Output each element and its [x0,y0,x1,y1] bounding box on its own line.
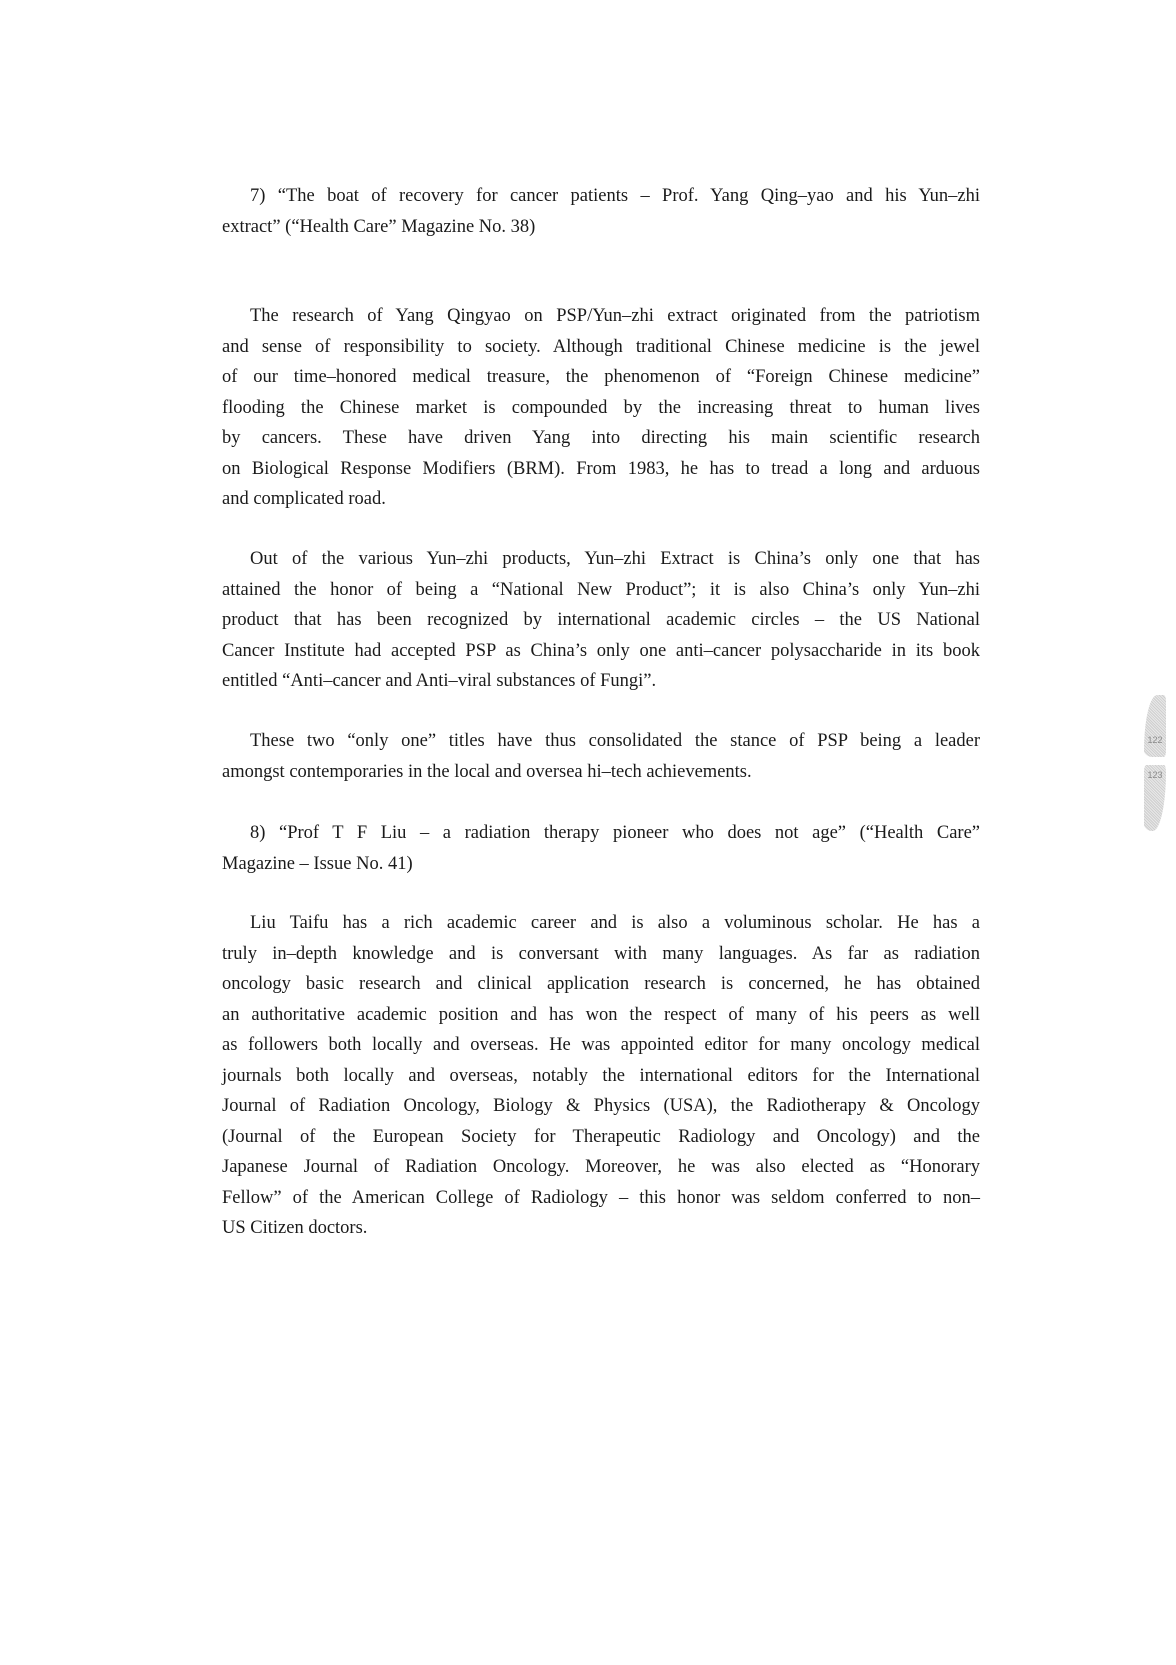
text-line: Cancer Institute had accepted PSP as China’s only one anti–cancer polysaccharide in its book [222,640,980,661]
text-line: truly in–depth knowledge and is conversant with many languages. As far as radiation [222,943,980,964]
text-line: an authoritative academic position and has won the respect of many of his peers as well [222,1004,980,1025]
page-edge-tabs [1138,695,1166,835]
text-line: Out of the various Yun–zhi products, Yun–zhi Extract is China’s only one that has [250,549,980,569]
text-line: 7) “The boat of recovery for cancer patients – Prof. Yang Qing–yao and his Yun–zhi [250,186,980,206]
text-line: by cancers. These have driven Yang into directing his main scientific research [222,428,980,448]
text-line: oncology basic research and clinical application research is concerned, he has obtained [222,974,980,994]
text-line: journals both locally and overseas, notably the international editors for the International [222,1065,980,1086]
page-tab-marker: 122 [1144,695,1166,757]
text-line: and complicated road. [222,489,386,509]
text-line: entitled “Anti–cancer and Anti–viral substances of Fungi”. [222,671,657,691]
text-line: US Citizen doctors. [222,1218,368,1238]
text-line: amongst contemporaries in the local and oversea hi–tech achievements. [222,761,752,782]
text-line: as followers both locally and overseas. He was appointed editor for many oncology medical [222,1035,980,1055]
text-line: The research of Yang Qingyao on PSP/Yun–zhi extract originated from the patriotism [250,306,980,326]
text-line: Fellow” of the American College of Radiology – this honor was seldom conferred to non– [222,1187,980,1208]
section-7-paragraph-3 [222,726,980,787]
text-line: Magazine – Issue No. 41) [222,853,413,874]
text-line: These two “only one” titles have thus consolidated the stance of PSP being a leader [250,731,980,751]
text-line: product that has been recognized by international academic circles – the US National [222,610,980,630]
text-line: attained the honor of being a “National New Product”; it is also China’s only Yun–zhi [222,579,980,600]
text-line: and sense of responsibility to society. Although traditional Chinese medicine is the jewel [222,336,980,357]
text-line: of our time–honored medical treasure, the phenomenon of “Foreign Chinese medicine” [222,367,980,387]
text-line: 8) “Prof T F Liu – a radiation therapy pioneer who does not age” (“Health Care” [250,823,980,843]
section-7-paragraph-2 [222,544,980,697]
section-8-heading [222,818,980,879]
text-line: on Biological Response Modifiers (BRM). From 1983, he has to tread a long and arduous [222,458,980,479]
text-line: Japanese Journal of Radiation Oncology. Moreover, he was also elected as “Honorary [222,1157,980,1177]
section-7-heading [222,181,980,242]
text-line: (Journal of the European Society for Therapeutic Radiology and Oncology) and the [222,1126,980,1147]
page-tab-marker: 123 [1144,765,1166,831]
section-8-paragraph-1 [222,908,980,1244]
section-7-paragraph-1 [222,301,980,515]
text-line: flooding the Chinese market is compounded by the increasing threat to human lives [222,397,980,418]
text-line: extract” (“Health Care” Magazine No. 38) [222,216,536,237]
text-line: Journal of Radiation Oncology, Biology & Physics (USA), the Radiotherapy & Oncology [222,1096,980,1116]
text-line: Liu Taifu has a rich academic career and is also a voluminous scholar. He has a [250,913,980,933]
